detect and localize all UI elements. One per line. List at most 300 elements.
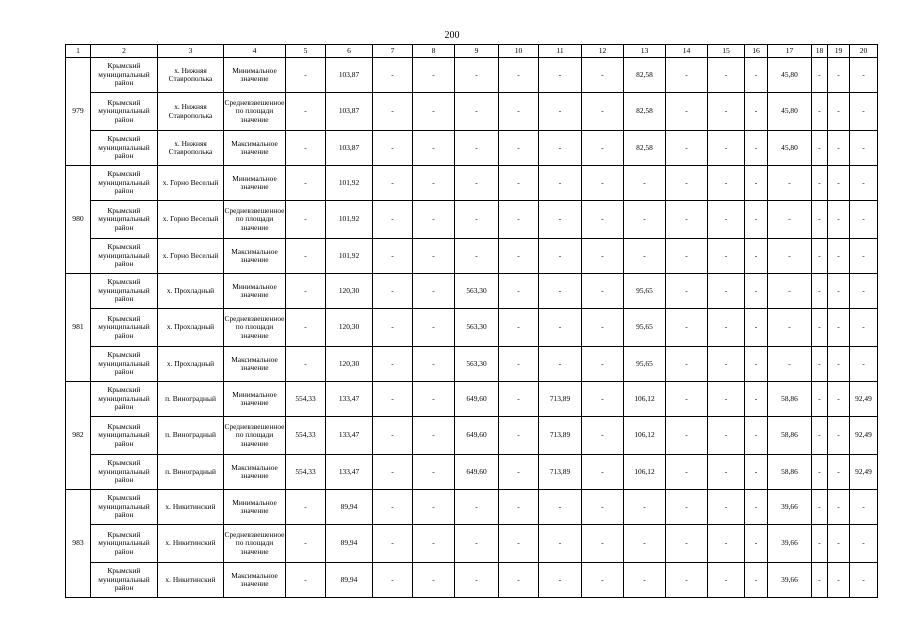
table-cell: - xyxy=(286,239,326,274)
table-cell: - xyxy=(745,201,768,239)
column-header: 13 xyxy=(624,45,666,58)
column-header: 7 xyxy=(373,45,413,58)
table-cell: Крымский муниципальный район xyxy=(91,93,158,131)
table-row xyxy=(66,201,878,239)
table-cell: 45,80 xyxy=(768,58,812,93)
table-cell: Максимальное значение xyxy=(224,131,286,166)
column-header: 16 xyxy=(745,45,768,58)
table-cell: - xyxy=(582,417,624,455)
column-header: 3 xyxy=(158,45,224,58)
table-cell: 89,94 xyxy=(326,563,373,598)
table-cell: 713,89 xyxy=(539,417,582,455)
table-cell: - xyxy=(828,131,850,166)
table-cell: - xyxy=(413,490,455,525)
table-cell: - xyxy=(768,239,812,274)
table-cell: Минимальное значение xyxy=(224,166,286,201)
table-cell: Крымский муниципальный район xyxy=(91,58,158,93)
table-cell: 563,30 xyxy=(455,347,499,382)
table-cell: 92,49 xyxy=(850,417,878,455)
table-cell: - xyxy=(582,93,624,131)
table-cell: - xyxy=(582,239,624,274)
table-cell: 554,33 xyxy=(286,455,326,490)
table-cell: - xyxy=(582,274,624,309)
table-cell: - xyxy=(624,201,666,239)
table-cell: - xyxy=(850,131,878,166)
table-cell: - xyxy=(373,166,413,201)
table-cell: - xyxy=(812,309,828,347)
table-cell: - xyxy=(499,131,539,166)
table-row xyxy=(66,309,878,347)
column-header: 2 xyxy=(91,45,158,58)
table-cell: - xyxy=(539,490,582,525)
table-cell: 89,94 xyxy=(326,490,373,525)
table-cell: - xyxy=(828,525,850,563)
table-cell: - xyxy=(455,563,499,598)
table-cell: 101,92 xyxy=(326,166,373,201)
table-cell: - xyxy=(499,58,539,93)
table-cell: 45,80 xyxy=(768,93,812,131)
table-cell: - xyxy=(413,417,455,455)
table-cell: - xyxy=(373,417,413,455)
table-cell: - xyxy=(850,563,878,598)
table-cell: - xyxy=(708,309,745,347)
table-cell: 45,80 xyxy=(768,131,812,166)
table-cell: - xyxy=(768,274,812,309)
table-cell: - xyxy=(850,525,878,563)
table-body xyxy=(66,58,878,598)
column-header: 12 xyxy=(582,45,624,58)
table-row xyxy=(66,490,878,525)
table-cell: - xyxy=(708,239,745,274)
table-cell: - xyxy=(708,347,745,382)
table-cell: Минимальное значение xyxy=(224,58,286,93)
table-cell: х. Нижняя Ставрополька xyxy=(158,93,224,131)
table-cell: - xyxy=(812,201,828,239)
table-cell: 554,33 xyxy=(286,382,326,417)
table-cell: Максимальное значение xyxy=(224,563,286,598)
table-cell: - xyxy=(812,525,828,563)
table-cell: - xyxy=(455,239,499,274)
table-cell: 133,47 xyxy=(326,455,373,490)
table-cell: - xyxy=(539,58,582,93)
table-cell: - xyxy=(539,309,582,347)
column-header: 1 xyxy=(66,45,91,58)
table-cell: - xyxy=(850,93,878,131)
table-cell: х. Горно Веселый xyxy=(158,201,224,239)
table-cell: - xyxy=(286,274,326,309)
table-cell: Крымский муниципальный район xyxy=(91,347,158,382)
table-cell: - xyxy=(539,93,582,131)
table-cell: Крымский муниципальный район xyxy=(91,274,158,309)
table-cell: - xyxy=(708,490,745,525)
table-cell: 82,58 xyxy=(624,93,666,131)
table-cell: Крымский муниципальный район xyxy=(91,525,158,563)
table-cell: 92,49 xyxy=(850,455,878,490)
table-cell: - xyxy=(812,563,828,598)
table-cell: 120,30 xyxy=(326,274,373,309)
table-cell: - xyxy=(413,58,455,93)
table-cell: - xyxy=(850,490,878,525)
header-row xyxy=(66,45,878,58)
table-cell: 649,60 xyxy=(455,455,499,490)
table-cell: 649,60 xyxy=(455,382,499,417)
table-cell: - xyxy=(666,93,708,131)
table-cell: - xyxy=(812,455,828,490)
table-cell: - xyxy=(499,455,539,490)
table-cell: - xyxy=(499,382,539,417)
table-cell: Средневзвешенное по площади значение xyxy=(224,525,286,563)
table-cell: 101,92 xyxy=(326,239,373,274)
table-cell: 101,92 xyxy=(326,201,373,239)
table-cell: - xyxy=(373,58,413,93)
table-cell: - xyxy=(768,201,812,239)
table-row xyxy=(66,93,878,131)
table-cell: - xyxy=(812,131,828,166)
table-cell: 39,66 xyxy=(768,490,812,525)
table-cell: - xyxy=(850,347,878,382)
table-cell: - xyxy=(373,309,413,347)
table-cell: - xyxy=(624,525,666,563)
column-header: 8 xyxy=(413,45,455,58)
table-cell: - xyxy=(499,166,539,201)
table-cell: - xyxy=(413,525,455,563)
table-cell: - xyxy=(413,347,455,382)
table-cell: 95,65 xyxy=(624,274,666,309)
table-cell: - xyxy=(582,166,624,201)
table-cell: - xyxy=(708,201,745,239)
table-cell: - xyxy=(499,490,539,525)
page-number: 200 xyxy=(444,30,460,41)
table-cell: - xyxy=(828,166,850,201)
table-cell: - xyxy=(850,309,878,347)
table-cell: - xyxy=(499,525,539,563)
table-cell: - xyxy=(812,166,828,201)
table-cell: - xyxy=(455,525,499,563)
column-header: 18 xyxy=(812,45,828,58)
table-cell: - xyxy=(828,347,850,382)
table-cell: - xyxy=(745,309,768,347)
table-cell: - xyxy=(828,58,850,93)
table-cell: 713,89 xyxy=(539,382,582,417)
table-cell: - xyxy=(582,563,624,598)
table-cell: - xyxy=(850,58,878,93)
table-cell: - xyxy=(828,239,850,274)
table-cell: - xyxy=(373,201,413,239)
table-cell: х. Прохладный xyxy=(158,347,224,382)
table-cell: - xyxy=(455,490,499,525)
table-cell: п. Виноградный xyxy=(158,417,224,455)
table-cell: - xyxy=(499,309,539,347)
table-cell: - xyxy=(666,131,708,166)
table-cell: - xyxy=(745,563,768,598)
table-cell: 120,30 xyxy=(326,309,373,347)
column-header: 14 xyxy=(666,45,708,58)
table-cell: - xyxy=(708,166,745,201)
table-cell: 39,66 xyxy=(768,525,812,563)
table-cell: - xyxy=(812,58,828,93)
table-cell: - xyxy=(413,309,455,347)
table-row xyxy=(66,455,878,490)
table-cell: - xyxy=(455,166,499,201)
table-cell: - xyxy=(745,525,768,563)
column-header: 9 xyxy=(455,45,499,58)
table-cell: 58,86 xyxy=(768,382,812,417)
table-cell: - xyxy=(828,490,850,525)
table-cell: - xyxy=(539,563,582,598)
table-row xyxy=(66,563,878,598)
table-cell: - xyxy=(624,563,666,598)
table-cell: - xyxy=(286,525,326,563)
table-cell: Крымский муниципальный район xyxy=(91,563,158,598)
table-cell: - xyxy=(828,201,850,239)
table-cell: - xyxy=(828,309,850,347)
table-cell: - xyxy=(708,455,745,490)
table-cell: - xyxy=(850,274,878,309)
table-cell: - xyxy=(812,347,828,382)
table-row xyxy=(66,166,878,201)
table-cell: - xyxy=(828,563,850,598)
table-cell: 92,49 xyxy=(850,382,878,417)
table-cell: - xyxy=(745,166,768,201)
table-cell: - xyxy=(373,382,413,417)
table-cell: - xyxy=(373,274,413,309)
table-cell: - xyxy=(499,239,539,274)
table-cell: х. Горно Веселый xyxy=(158,239,224,274)
table-cell: - xyxy=(286,166,326,201)
table-row xyxy=(66,58,878,93)
table-cell: - xyxy=(828,455,850,490)
table-cell: - xyxy=(499,201,539,239)
table-cell: - xyxy=(666,166,708,201)
table-cell: - xyxy=(666,58,708,93)
table-cell: - xyxy=(666,490,708,525)
column-header: 6 xyxy=(326,45,373,58)
table-cell: - xyxy=(286,93,326,131)
table-cell: - xyxy=(539,525,582,563)
table-cell: - xyxy=(582,490,624,525)
table-cell: Крымский муниципальный район xyxy=(91,382,158,417)
table-cell: Крымский муниципальный район xyxy=(91,455,158,490)
table-cell: - xyxy=(373,563,413,598)
table-cell: 103,87 xyxy=(326,131,373,166)
table-cell: п. Виноградный xyxy=(158,455,224,490)
table-cell: Минимальное значение xyxy=(224,490,286,525)
table-cell: - xyxy=(499,93,539,131)
table-cell: - xyxy=(745,347,768,382)
table-cell: - xyxy=(373,490,413,525)
table-cell: - xyxy=(708,417,745,455)
table-cell: - xyxy=(539,166,582,201)
table-cell: - xyxy=(708,525,745,563)
table-cell: - xyxy=(850,166,878,201)
column-header: 11 xyxy=(539,45,582,58)
table-cell: Крымский муниципальный район xyxy=(91,490,158,525)
row-number-cell: 982 xyxy=(66,382,91,490)
table-row xyxy=(66,131,878,166)
table-cell: - xyxy=(373,93,413,131)
row-number-cell: 979 xyxy=(66,58,91,166)
table-cell: х. Никитинский xyxy=(158,525,224,563)
data-table xyxy=(65,44,878,598)
table-cell: - xyxy=(812,93,828,131)
table-cell: - xyxy=(539,201,582,239)
table-cell: - xyxy=(768,309,812,347)
table-cell: Крымский муниципальный район xyxy=(91,166,158,201)
column-header: 10 xyxy=(499,45,539,58)
table-cell: х. Прохладный xyxy=(158,274,224,309)
table-cell: - xyxy=(666,417,708,455)
table-cell: - xyxy=(666,563,708,598)
table-cell: Средневзвешенное по площади значение xyxy=(224,201,286,239)
table-cell: - xyxy=(666,525,708,563)
table-cell: - xyxy=(582,131,624,166)
table-cell: Средневзвешенное по площади значение xyxy=(224,417,286,455)
table-cell: - xyxy=(708,58,745,93)
table-cell: - xyxy=(582,58,624,93)
table-cell: 58,86 xyxy=(768,455,812,490)
table-cell: - xyxy=(455,131,499,166)
column-header: 17 xyxy=(768,45,812,58)
table-cell: - xyxy=(413,93,455,131)
table-cell: - xyxy=(828,93,850,131)
table-cell: - xyxy=(373,347,413,382)
table-cell: - xyxy=(666,382,708,417)
table-cell: х. Прохладный xyxy=(158,309,224,347)
table-cell: Крымский муниципальный район xyxy=(91,417,158,455)
table-cell: - xyxy=(413,201,455,239)
table-cell: - xyxy=(745,93,768,131)
table-cell: - xyxy=(455,201,499,239)
table-cell: - xyxy=(582,455,624,490)
table-cell: - xyxy=(745,490,768,525)
table-cell: - xyxy=(286,309,326,347)
table-cell: - xyxy=(624,166,666,201)
table-cell: - xyxy=(812,239,828,274)
table-cell: - xyxy=(745,455,768,490)
table-cell: - xyxy=(812,417,828,455)
table-cell: Крымский муниципальный район xyxy=(91,239,158,274)
table-cell: 120,30 xyxy=(326,347,373,382)
table-cell: - xyxy=(745,131,768,166)
table-cell: 89,94 xyxy=(326,525,373,563)
table-cell: - xyxy=(455,93,499,131)
table-cell: 133,47 xyxy=(326,382,373,417)
table-cell: х. Никитинский xyxy=(158,563,224,598)
table-cell: 103,87 xyxy=(326,58,373,93)
table-cell: 563,30 xyxy=(455,309,499,347)
table-cell: 95,65 xyxy=(624,309,666,347)
table-cell: - xyxy=(708,93,745,131)
table-cell: - xyxy=(539,131,582,166)
table-cell: - xyxy=(373,455,413,490)
table-cell: - xyxy=(666,347,708,382)
table-cell: - xyxy=(413,239,455,274)
table-cell: - xyxy=(582,382,624,417)
table-cell: - xyxy=(413,131,455,166)
table-cell: - xyxy=(850,239,878,274)
table-cell: - xyxy=(708,382,745,417)
table-cell: - xyxy=(812,382,828,417)
table-cell: х. Горно Веселый xyxy=(158,166,224,201)
table-cell: - xyxy=(708,274,745,309)
table-cell: - xyxy=(828,274,850,309)
table-row xyxy=(66,347,878,382)
table-cell: - xyxy=(812,490,828,525)
table-cell: 82,58 xyxy=(624,131,666,166)
table-cell: - xyxy=(582,309,624,347)
table-cell: Средневзвешенное по площади значение xyxy=(224,309,286,347)
table-cell: - xyxy=(373,131,413,166)
table-cell: - xyxy=(286,201,326,239)
table-cell: - xyxy=(828,382,850,417)
table-cell: 554,33 xyxy=(286,417,326,455)
table-cell: Крымский муниципальный район xyxy=(91,201,158,239)
table-cell: - xyxy=(413,563,455,598)
table-row xyxy=(66,525,878,563)
table-row xyxy=(66,239,878,274)
table-cell: Минимальное значение xyxy=(224,274,286,309)
table-row xyxy=(66,382,878,417)
table-cell: - xyxy=(499,347,539,382)
table-cell: Максимальное значение xyxy=(224,239,286,274)
table-cell: 103,87 xyxy=(326,93,373,131)
table-cell: - xyxy=(582,525,624,563)
table-cell: 133,47 xyxy=(326,417,373,455)
table-cell: - xyxy=(666,455,708,490)
table-cell: - xyxy=(413,382,455,417)
table-cell: - xyxy=(455,58,499,93)
table-cell: - xyxy=(745,58,768,93)
table-cell: Крымский муниципальный район xyxy=(91,131,158,166)
table-cell: 39,66 xyxy=(768,563,812,598)
table-cell: - xyxy=(812,274,828,309)
table-cell: - xyxy=(666,239,708,274)
table-cell: Крымский муниципальный район xyxy=(91,309,158,347)
table-cell: 95,65 xyxy=(624,347,666,382)
table-cell: - xyxy=(499,417,539,455)
table-cell: - xyxy=(286,563,326,598)
table-cell: - xyxy=(745,382,768,417)
table-cell: - xyxy=(624,239,666,274)
table-cell: - xyxy=(624,490,666,525)
column-header: 20 xyxy=(850,45,878,58)
table-cell: - xyxy=(666,201,708,239)
table-cell: - xyxy=(708,131,745,166)
table-cell: 649,60 xyxy=(455,417,499,455)
table-cell: - xyxy=(373,525,413,563)
table-cell: - xyxy=(539,239,582,274)
table-cell: - xyxy=(745,417,768,455)
table-cell: - xyxy=(768,347,812,382)
table-cell: - xyxy=(499,274,539,309)
column-header: 19 xyxy=(828,45,850,58)
table-cell: 82,58 xyxy=(624,58,666,93)
table-cell: - xyxy=(413,274,455,309)
table-cell: 106,12 xyxy=(624,417,666,455)
table-cell: 563,30 xyxy=(455,274,499,309)
table-cell: - xyxy=(286,347,326,382)
table-cell: - xyxy=(850,201,878,239)
table-cell: Максимальное значение xyxy=(224,455,286,490)
table-cell: х. Нижняя Ставрополька xyxy=(158,58,224,93)
table-cell: - xyxy=(666,274,708,309)
column-header: 15 xyxy=(708,45,745,58)
table-cell: - xyxy=(413,455,455,490)
table-cell: - xyxy=(745,239,768,274)
table-cell: х. Нижняя Ставрополька xyxy=(158,131,224,166)
table-cell: - xyxy=(373,239,413,274)
table-cell: - xyxy=(666,309,708,347)
